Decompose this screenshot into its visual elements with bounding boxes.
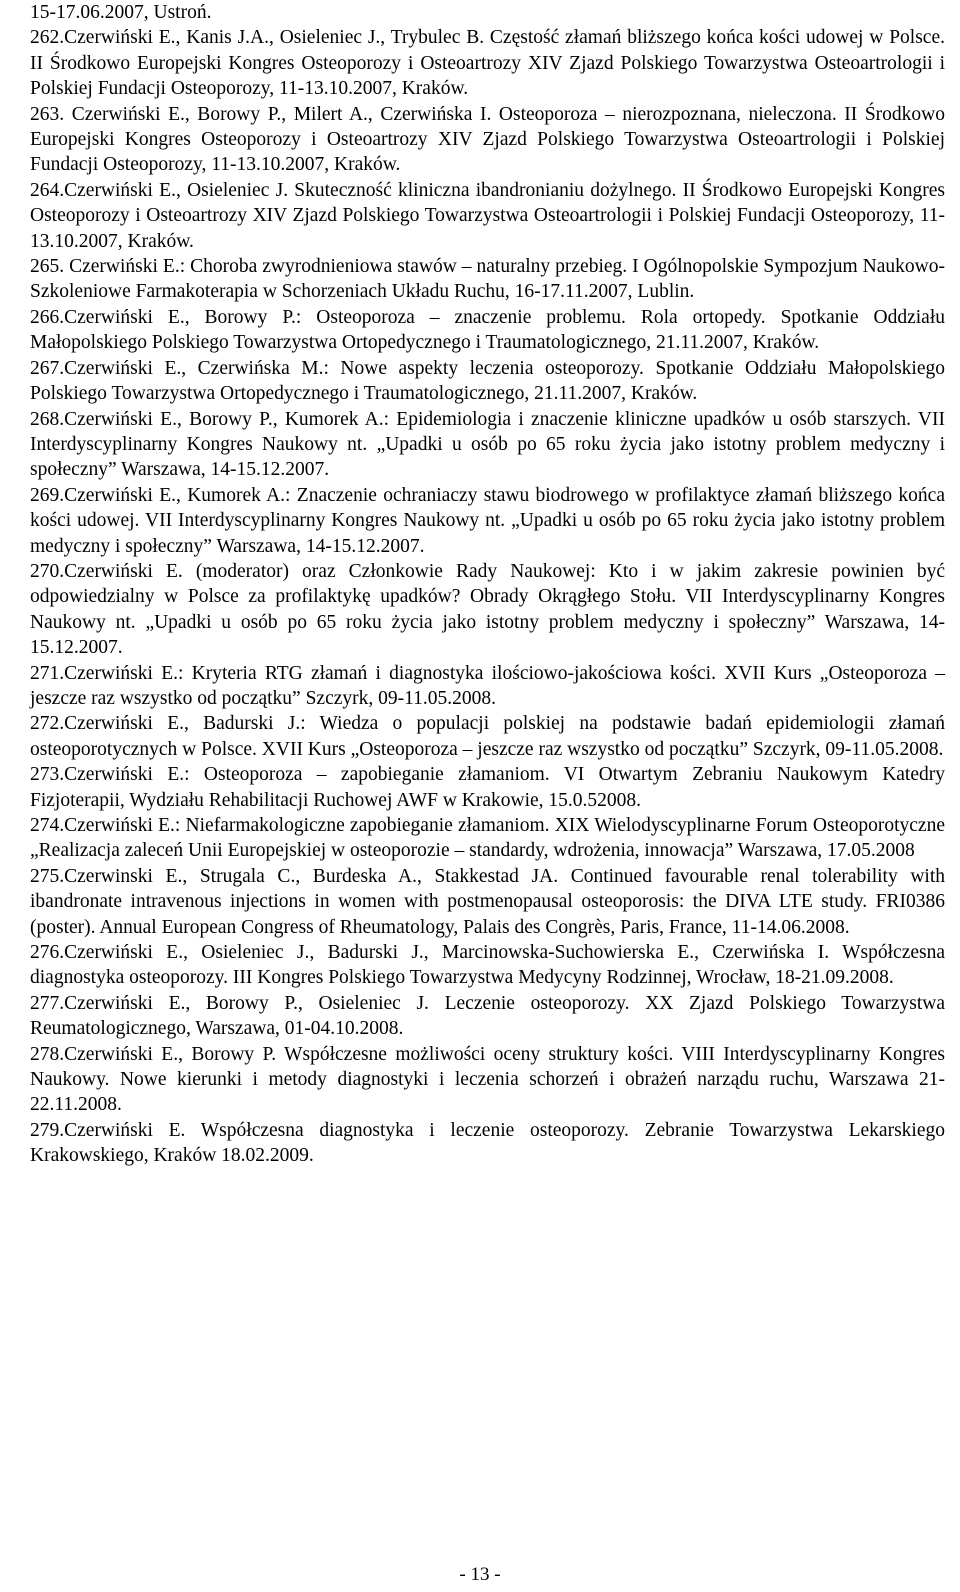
bibliography-entry-262: 262.Czerwiński E., Kanis J.A., Osieleniec J., Trybulec B. Częstość złamań bliższego końca kości udowej w Polsce. II Środkowo Europejski Kongres Osteoporozy i Osteoartrozy XIV Zjazd Polskiego Towarzystwa Osteoartrologii i Polskiej Fundacji Osteoporozy, 11-13.10.2007, Kraków. <box>30 27 945 100</box>
bibliography-entry-269: 269.Czerwiński E., Kumorek A.: Znaczenie ochraniaczy stawu biodrowego w profilaktyce złamań bliższego końca kości udowej. VII Interdyscyplinarny Kongres Naukowy nt. „Upadki u osób po 65 roku życia jako istotny problem medyczny i społeczny” Warszawa, 14-15.12.2007. <box>30 484 945 557</box>
bibliography-entry-275: 275.Czerwinski E., Strugala C., Burdeska A., Stakkestad JA. Continued favourable renal tolerability with ibandronate intravenous injections in women with postmenopausal osteoporosis: the DIVA LTE study. FRI0386 (poster). Annual European Congress of Rheumatology, Palais des Congrès, Paris, France, 11-14.06.2008. <box>30 865 945 938</box>
bibliography-entry-272: 272.Czerwiński E., Badurski J.: Wiedza o populacji polskiej na podstawie badań epidemiologii złamań osteoporotycznych w Polsce. XVII Kurs „Osteoporoza – jeszcze raz wszystko od początku” Szczyrk, 09-11.05.2008. <box>30 713 945 760</box>
bibliography-entry-273: 273.Czerwiński E.: Osteoporoza – zapobieganie złamaniom. VI Otwartym Zebraniu Naukowym Katedry Fizjoterapii, Wydziału Rehabilitacji Ruchowej AWF w Krakowie, 15.0.52008. <box>30 764 945 811</box>
bibliography-entry-263: 263. Czerwiński E., Borowy P., Milert A., Czerwińska I. Osteoporoza – nierozpoznana, nieleczona. II Środkowo Europejski Kongres Osteoporozy i Osteoartrozy XIV Zjazd Polskiego Towarzystwa Osteoartrologii i Polskiej Fundacji Osteoporozy, 11-13.10.2007, Kraków. <box>30 103 945 176</box>
bibliography-entry-267: 267.Czerwiński E., Czerwińska M.: Nowe aspekty leczenia osteoporozy. Spotkanie Oddziału Małopolskiego Polskiego Towarzystwa Ortopedycznego i Traumatologicznego, 21.11.2007, Kraków. <box>30 357 945 405</box>
bibliography-entry-268: 268.Czerwiński E., Borowy P., Kumorek A.: Epidemiologia i znaczenie kliniczne upadków u osób starszych. VII Interdyscyplinarny Kongres Naukowy nt. „Upadki u osób po 65 roku życia jako istotny problem medyczny i społeczny” Warszawa, 14-15.12.2007. <box>30 408 945 481</box>
continued-entry-tail: 15-17.06.2007, Ustroń. <box>30 2 212 23</box>
bibliography-entry-271: 271.Czerwiński E.: Kryteria RTG złamań i diagnostyka ilościowo-jakościowa kości. XVII Kurs „Osteoporoza – jeszcze raz wszystko od początku” Szczyrk, 09-11.05.2008. <box>30 662 945 709</box>
document-page <box>30 0 945 1169</box>
bibliography-entry-266: 266.Czerwiński E., Borowy P.: Osteoporoza – znaczenie problemu. Rola ortopedy. Spotkanie Oddziału Małopolskiego Polskiego Towarzystwa Ortopedycznego i Traumatologicznego, 21.11.2007, Kraków. <box>30 306 945 354</box>
bibliography-entry-264: 264.Czerwiński E., Osieleniec J. Skuteczność kliniczna ibandronianiu dożylnego. II Środkowo Europejski Kongres Osteoporozy i Osteoartrozy XIV Zjazd Polskiego Towarzystwa Osteoartrologii i Polskiej Fundacji Osteoporozy, 11-13.10.2007, Kraków. <box>30 179 945 252</box>
bibliography-entry-274: 274.Czerwiński E.: Niefarmakologiczne zapobieganie złamaniom. XIX Wielodyscyplinarne Forum Osteoporotyczne „Realizacja zaleceń Unii Europejskiej w osteoporozie – standardy, wdrożenia, innowacja” Warszawa, 17.05.2008 <box>30 815 945 862</box>
bibliography-entry-278: 278.Czerwiński E., Borowy P. Współczesne możliwości oceny struktury kości. VIII Interdyscyplinarny Kongres Naukowy. Nowe kierunki i metody diagnostyki i leczenia schorzeń i obrażeń narządu ruchu, Warszawa 21-22.11.2008. <box>30 1043 945 1116</box>
bibliography-entry-279: 279.Czerwiński E. Współczesna diagnostyka i leczenie osteoporozy. Zebranie Towarzystwa Lekarskiego Krakowskiego, Kraków 18.02.2009. <box>30 1119 945 1167</box>
bibliography-list <box>30 25 945 1168</box>
page-number: - 13 - <box>459 1564 501 1585</box>
bibliography-entry-277: 277.Czerwiński E., Borowy P., Osieleniec J. Leczenie osteoporozy. XX Zjazd Polskiego Towarzystwa Reumatologicznego, Warszawa, 01-04.10.2008. <box>30 992 945 1040</box>
bibliography-entry-270: 270.Czerwiński E. (moderator) oraz Członkowie Rady Naukowej: Kto i w jakim zakresie powinien być odpowiedzialny w Polsce za profilaktykę upadków? Obrady Okrągłego Stołu. VII Interdyscyplinarny Kongres Naukowy nt. „Upadki u osób po 65 roku życia jako istotny problem medyczny i społeczny” Warszawa, 14-15.12.2007. <box>30 560 945 659</box>
bibliography-entry-276: 276.Czerwiński E., Osieleniec J., Badurski J., Marcinowska-Suchowierska E., Czerwińska I. Współczesna diagnostyka osteoporozy. III Kongres Polskiego Towarzystwa Medycyny Rodzinnej, Wrocław, 18-21.09.2008. <box>30 942 945 989</box>
bibliography-entry-265: 265. Czerwiński E.: Choroba zwyrodnieniowa stawów – naturalny przebieg. I Ogólnopolskie Sympozjum Naukowo-Szkoleniowe Farmakoterapia w Schorzeniach Układu Ruchu, 16-17.11.2007, Lublin. <box>30 256 945 303</box>
